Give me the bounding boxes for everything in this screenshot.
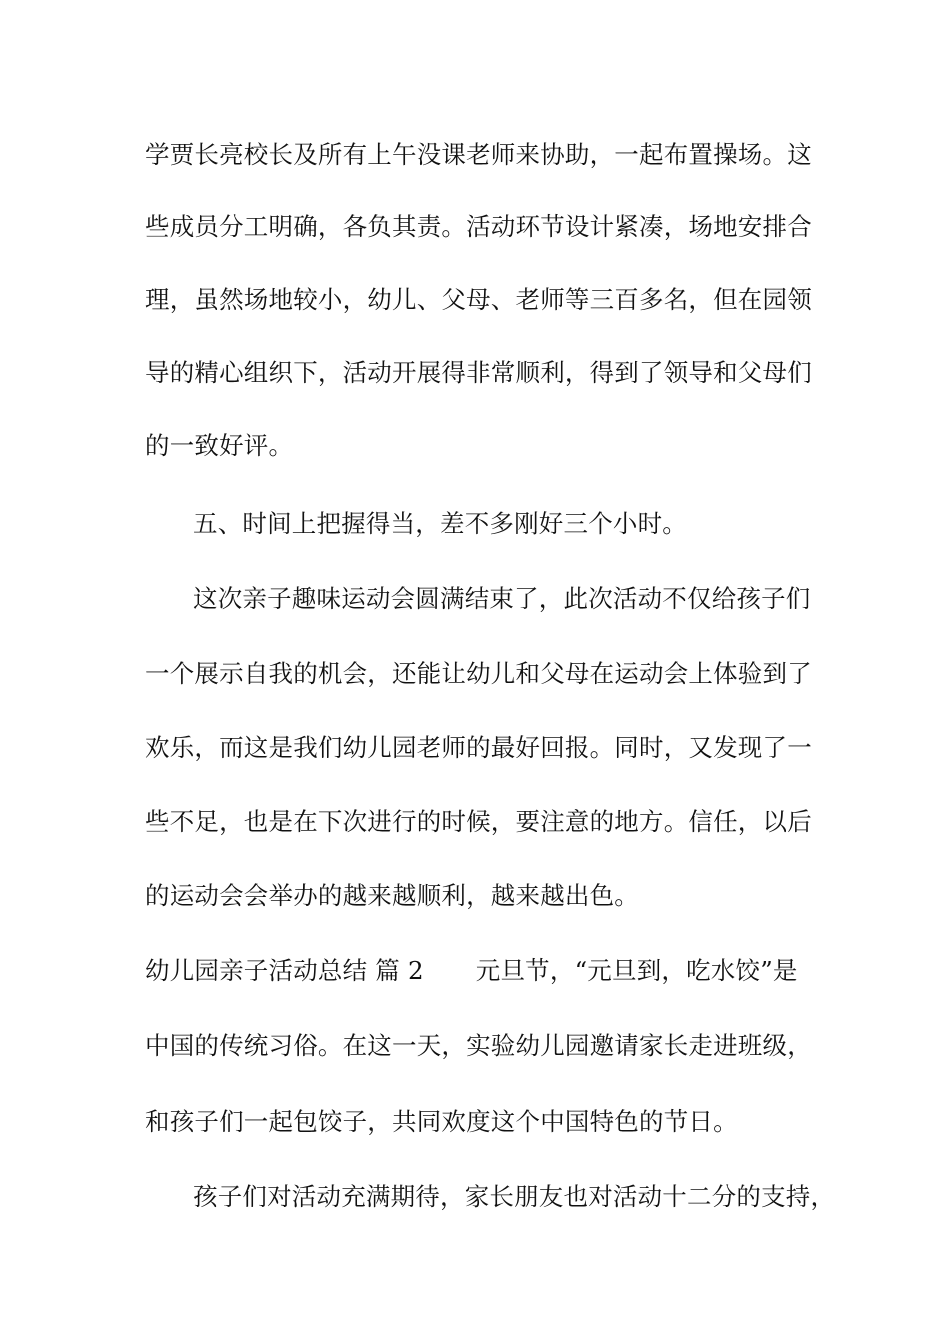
paragraph-line: 的运动会会举办的越来越顺利，越来越出色。: [145, 881, 639, 910]
paragraph-line: 些成员分工明确，各负其责。活动环节设计紧凑，场地安排合: [145, 212, 812, 241]
paragraph-line: 这次亲子趣味运动会圆满结束了，此次活动不仅给孩子们: [193, 584, 811, 613]
paragraph-line: 的一致好评。: [145, 431, 294, 460]
paragraph-line: 学贾长亮校长及所有上午没课老师来协助，一起布置操场。这: [145, 140, 812, 169]
paragraph-line: 些不足，也是在下次进行的时候，要注意的地方。信任，以后: [145, 807, 812, 836]
paragraph-line: 欢乐，而这是我们幼儿园老师的最好回报。同时，又发现了一: [145, 733, 812, 762]
section-first-line: 元旦节，“元旦到，吃水饺”是: [475, 956, 798, 985]
section-heading-line: [145, 955, 798, 987]
section-heading: 幼儿园亲子活动总结 篇 2: [145, 956, 424, 985]
paragraph-line: 一个展示自我的机会，还能让幼儿和父母在运动会上体验到了: [145, 659, 812, 688]
paragraph-line: 和孩子们一起包饺子，共同欢度这个中国特色的节日。: [145, 1107, 738, 1136]
paragraph-line: 理，虽然场地较小，幼儿、父母、老师等三百多名，但在园领: [145, 285, 812, 314]
paragraph-line: 孩子们对活动充满期待，家长朋友也对活动十二分的支持，: [193, 1182, 836, 1211]
paragraph-line: 五、时间上把握得当，差不多刚好三个小时。: [193, 509, 687, 538]
paragraph-line: 导的精心组织下，活动开展得非常顺利，得到了领导和父母们: [145, 358, 812, 387]
paragraph-line: 中国的传统习俗。在这一天，实验幼儿园邀请家长走进班级，: [145, 1031, 812, 1060]
